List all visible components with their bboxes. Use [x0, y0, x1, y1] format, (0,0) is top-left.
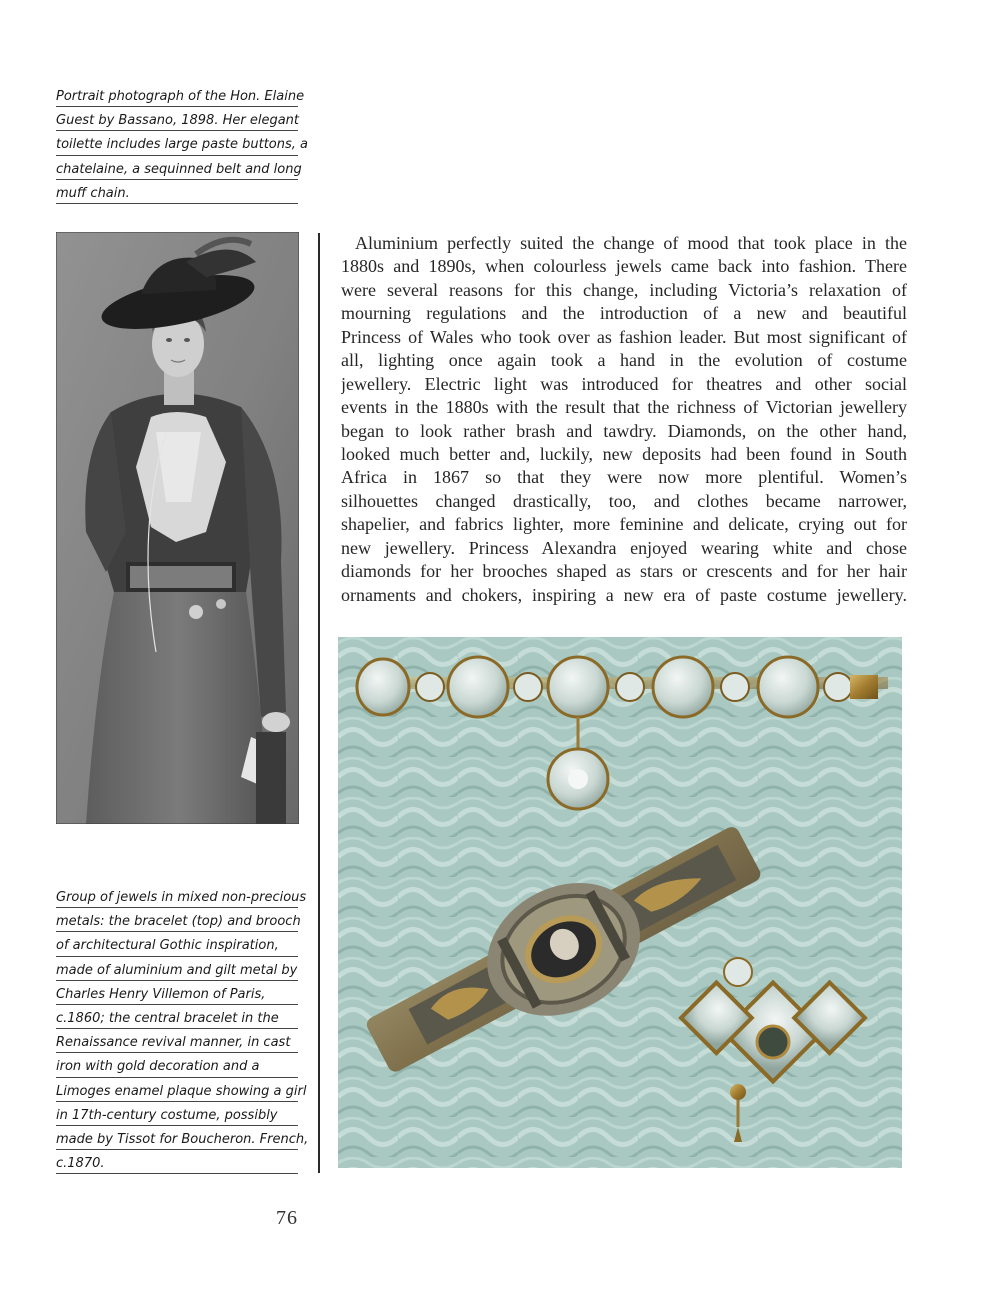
caption-line: Limoges enamel plaque showing a girl	[56, 1078, 298, 1102]
body-line: jewellery. Electric light was introduced for theatres and other social	[341, 373, 907, 394]
page-number: 76	[276, 1207, 298, 1229]
column-rule	[318, 233, 320, 1173]
caption-line: made of aluminium and gilt metal by	[56, 957, 298, 981]
body-line: mourning regulations and the introduction of a new and beautiful	[341, 303, 907, 324]
body-line: shapelier, and fabrics lighter, more feminine and delicate, crying out for	[341, 514, 907, 535]
body-line: all, lighting once again took a hand in the evolution of costume	[341, 350, 907, 371]
portrait-caption	[56, 83, 309, 204]
caption-line: metals: the bracelet (top) and brooch	[56, 908, 298, 932]
body-line: were several reasons for this change, including Victoria’s relaxation of	[341, 279, 907, 300]
caption-line: toilette includes large paste buttons, a	[56, 131, 298, 155]
caption-line: of architectural Gothic inspiration,	[56, 932, 298, 956]
body-line: diamonds for her brooches shaped as stars or crescents and for her hair	[341, 561, 907, 582]
caption-line: Charles Henry Villemon of Paris,	[56, 981, 298, 1005]
body-line: 1880s and 1890s, when colourless jewels came back into fashion. There	[341, 256, 907, 277]
body-text	[341, 232, 907, 607]
body-line: Aluminium perfectly suited the change of mood that took place in the	[355, 233, 907, 253]
body-line: events in the 1880s with the result that the richness of Victorian jewellery	[341, 397, 907, 418]
body-line: began to look rather brash and tawdry. Diamonds, on the other hand,	[341, 420, 907, 441]
body-line: Princess of Wales who took over as fashion leader. But most significant of	[341, 326, 907, 347]
body-line: ornaments and chokers, inspiring a new era of paste costume jewellery.	[341, 584, 907, 605]
body-line: new jewellery. Princess Alexandra enjoyed wearing white and chose	[341, 537, 907, 558]
jewels-caption	[56, 884, 309, 1174]
caption-line: muff chain.	[56, 180, 298, 204]
portrait-photograph	[56, 232, 299, 824]
caption-line: iron with gold decoration and a	[56, 1053, 298, 1077]
jewels-photograph	[338, 637, 902, 1168]
caption-line: c.1860; the central bracelet in the	[56, 1005, 298, 1029]
body-line: Africa in 1867 so that they were now more plentiful. Women’s	[341, 467, 907, 488]
caption-line: in 17th-century costume, possibly	[56, 1102, 298, 1126]
body-line: looked much better and, luckily, new deposits had been found in South	[341, 443, 907, 464]
caption-line: Portrait photograph of the Hon. Elaine	[56, 83, 298, 107]
caption-line: Guest by Bassano, 1898. Her elegant	[56, 107, 298, 131]
caption-line: Group of jewels in mixed non-precious	[56, 884, 298, 908]
body-line: silhouettes changed drastically, too, and clothes became narrower,	[341, 490, 907, 511]
caption-line: made by Tissot for Boucheron. French,	[56, 1126, 298, 1150]
caption-line: chatelaine, a sequinned belt and long	[56, 156, 298, 180]
caption-line: Renaissance revival manner, in cast	[56, 1029, 298, 1053]
caption-line: c.1870.	[56, 1150, 298, 1174]
